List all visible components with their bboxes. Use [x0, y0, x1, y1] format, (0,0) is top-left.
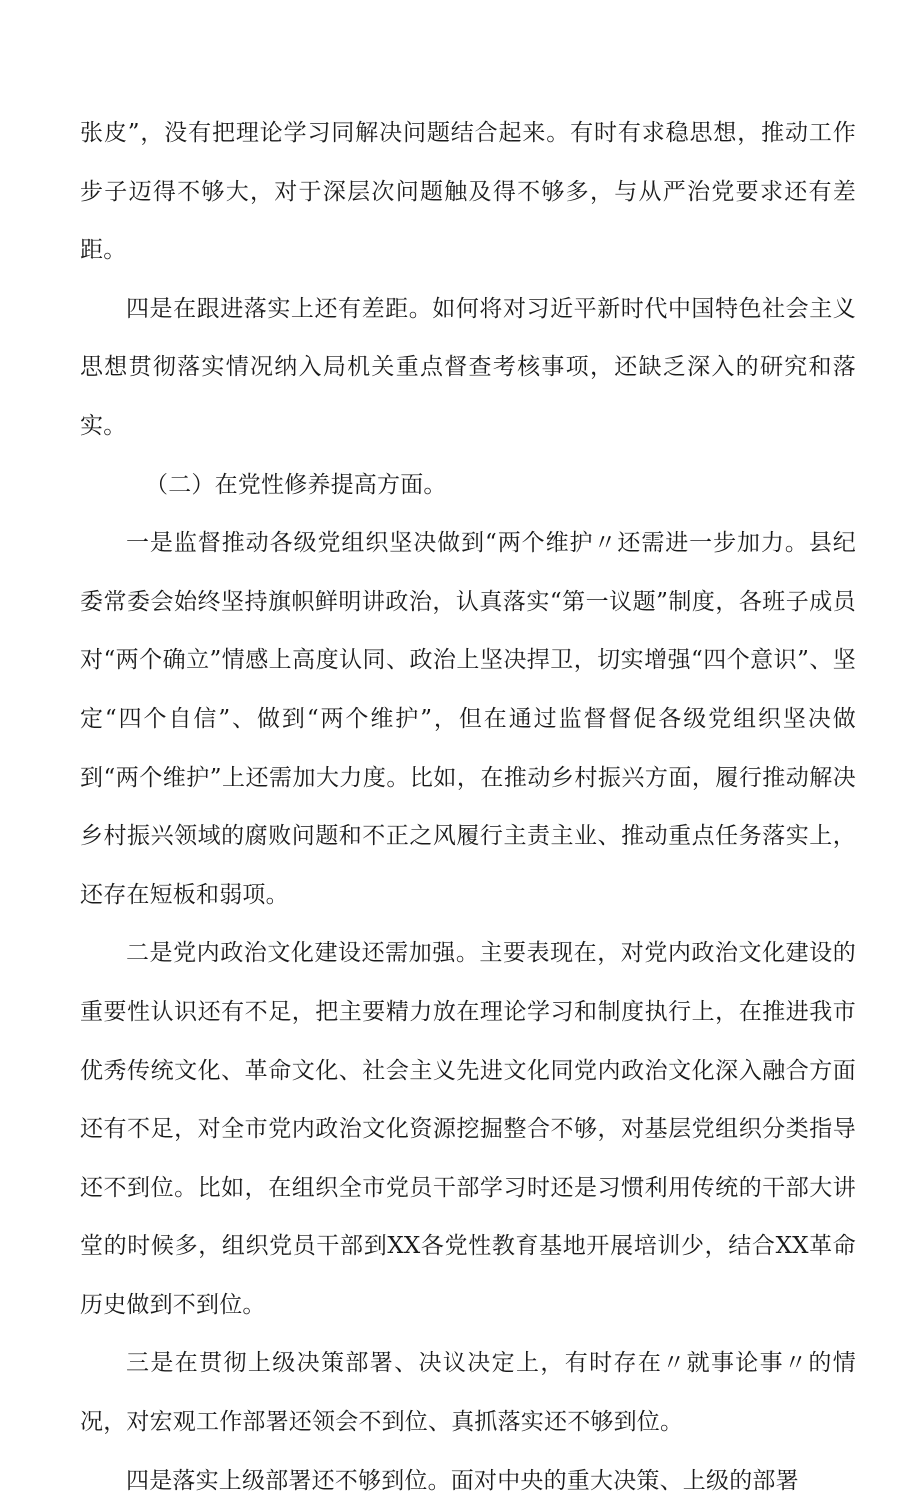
document-body: [80, 104, 856, 1510]
paragraph-point-two-political-culture: 二是党内政治文化建设还需加强。主要表现在，对党内政治文化建设的重要性认识还有不足，把主要精力放在理论学习和制度执行上，在推进我市优秀传统文化、革命文化、社会主义先进文化同党内政治文化深入融合方面还有不足，对全市党内政治文化资源挖掘整合不够，对基层党组织分类指导还不到位。比如，在组织全市党员干部学习时还是习惯利用传统的干部大讲堂的时候多，组织党员干部到XX各党性教育基地开展培训少，结合XX革命历史做到不到位。: [80, 940, 856, 1318]
paragraph-point-three-decisions: 三是在贯彻上级决策部署、决议决定上，有时存在〃就事论事〃的情况，对宏观工作部署还领会不到位、真抓落实还不够到位。: [80, 1350, 856, 1436]
paragraph-point-one-supervision: 一是监督推动各级党组织坚决做到“两个维护〃还需进一步加力。县纪委常委会始终坚持旗帜鲜明讲政治，认真落实“第一议题”制度，各班子成员对“两个确立”情感上高度认同、政治上坚决捍卫，切实增强“四个意识”、坚定“四个自信”、做到“两个维护”，但在通过监督督促各级党组织坚决做到“两个维护”上还需加大力度。比如，在推动乡村振兴方面，履行推动解决乡村振兴领域的腐败问题和不正之风履行主责主业、推动重点任务落实上，还存在短板和弱项。: [80, 530, 856, 908]
paragraph-point-four-followup: 四是在跟进落实上还有差距。如何将对习近平新时代中国特色社会主义思想贯彻落实情况纳入局机关重点督查考核事项，还缺乏深入的研究和落实。: [80, 295, 856, 439]
paragraph-point-four-deployment: 四是落实上级部署还不够到位。面对中央的重大决策、上级的部署: [126, 1467, 799, 1494]
section-heading-party-spirit: （二）在党性修养提高方面。: [145, 471, 447, 498]
paragraph-continuation: 张皮”，没有把理论学习同解决问题结合起来。有时有求稳思想，推动工作步子迈得不够大，对于深层次问题触及得不够多，与从严治党要求还有差距。: [80, 120, 856, 264]
